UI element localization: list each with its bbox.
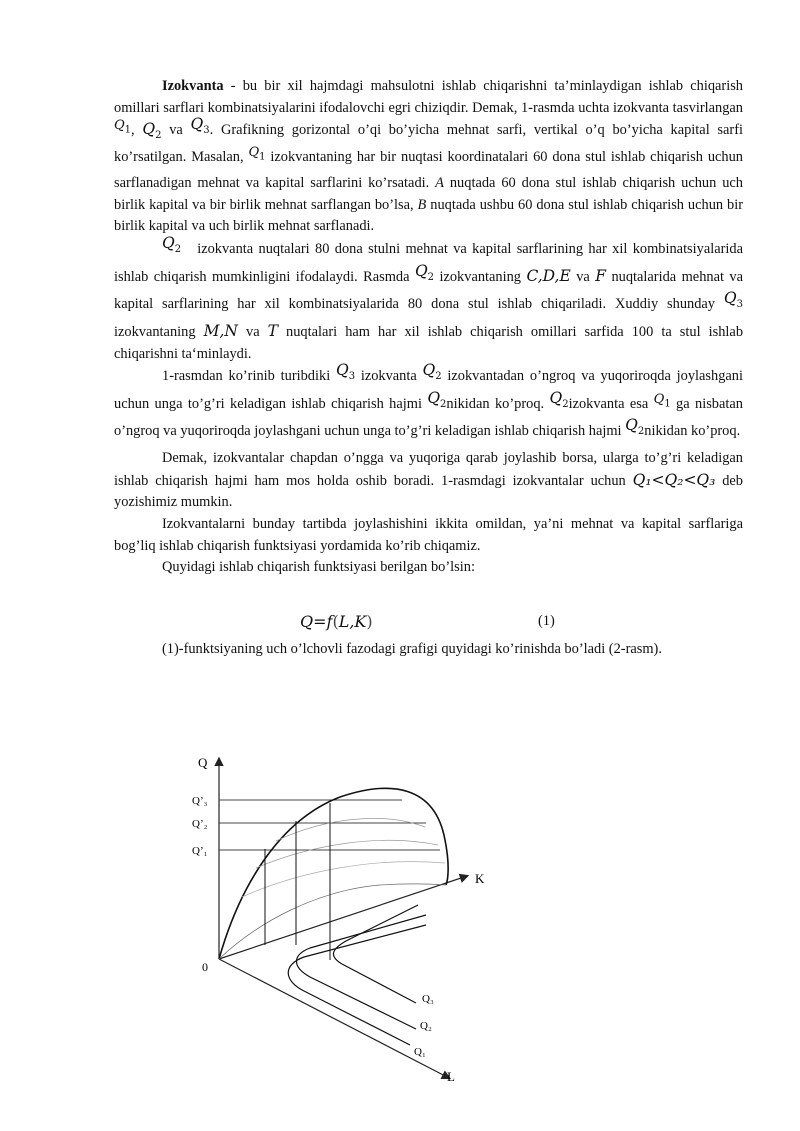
paragraph-comparison: 1-rasmdan ko’rinib turibdiki $Q_3$ izokvanta $Q_2$ izokvantadan o’ngroq va yuqoriroqda joylashgani uchun unga to’g’ri keladigan ishlab chiqarish hajmi $Q_2nikidan$ ko’proq. $Q_2izokvanta$ esa $Q_1$ ga nisbatan o’ngroq va yuqoriroqda joylashgani uchun unga to’g’ri keladigan ishlab chiqarish hajmi $Q_2nikidan$ ko’proq. — [114, 361, 743, 440]
l-axis — [219, 959, 449, 1078]
paragraph-function-intro: Quyidagi ishlab chiqarish funktsiyasi berilgan bo’lsin: — [162, 559, 475, 576]
math-q2: $Q_2$ — [162, 233, 182, 255]
isoquant-label-q3: Q₃ — [422, 993, 434, 1005]
surface-contour-q1 — [242, 862, 445, 897]
level-label-q1: Q’₁ — [192, 845, 208, 857]
inequality: Q₁<Q₂<Q₃ — [632, 470, 716, 489]
surface-front-edge — [219, 788, 448, 959]
math-q2: $Q_2$ — [422, 361, 442, 383]
point-b: B — [417, 196, 427, 213]
surface-contour-q2 — [256, 840, 438, 868]
points-cde: C,D,E — [526, 266, 571, 285]
equation-number: (1) — [538, 612, 555, 629]
point-a: A — [435, 175, 444, 192]
math-q3: $Q_3$ — [190, 115, 210, 137]
level-label-q2: Q’₂ — [192, 818, 208, 830]
isoquant-q2 — [297, 915, 427, 1029]
isoquant-label-q2: Q₂ — [420, 1020, 432, 1032]
math-q2: $Q_2$ — [549, 388, 569, 410]
isoquant-q1 — [288, 925, 426, 1045]
origin-label: 0 — [202, 960, 208, 974]
math-q1: $Q_1$ — [248, 144, 266, 163]
axis-label-k: K — [475, 871, 485, 886]
math-q3: $Q_3$ — [335, 361, 356, 383]
math-q2: $Q_2$ — [625, 416, 645, 438]
axis-label-q: Q — [198, 755, 208, 770]
paragraph-definition: Izokvanta - bu bir xil hajmdagi mahsulotni ishlab chiqarishni ta’minlaydigan ishlab chiqarish omillari sarflari kombinatsiyalarini ifodalovchi egri chiziqdir. Demak, 1-rasmda uchta izokvanta tasvirlangan $Q_1$, $Q_2$ va $Q_3$. Grafikning gorizontal o’qi bo’yicha mehnat sarfi, vertikal o’q bo’yicha kapital sarfi ko’rsatilgan. Masalan, $Q_1$ izokvantaning har bir nuqtasi koordinatalari 60 dona stul ishlab chiqarish uchun sarflanadigan mehnat va kapital sarflarini ko’rsatadi. A nuqtada 60 dona stul ishlab chiqarish uchun uch birlik kapital va bir birlik mehnat sarflangan bo’lsa, B nuqtada ushbu 60 dona stul ishlab chiqarish uchun bir birlik kapital va uch birlik mehnat sarflanadi. — [114, 78, 744, 235]
math-q2: $Q_2$ — [427, 388, 447, 410]
isoquant-label-q1: Q₁ — [414, 1046, 426, 1058]
math-q1: $Q_1$ — [114, 118, 132, 136]
points-mn: M,N — [203, 321, 238, 340]
isoquant-q3 — [333, 905, 418, 1003]
term-izokvanta: Izokvanta — [162, 78, 224, 94]
axis-label-l: L — [447, 1069, 455, 1084]
point-t: T — [267, 321, 278, 340]
production-surface-figure — [170, 745, 500, 1095]
math-q2: $Q_2$ — [142, 120, 162, 142]
paragraph-q2: $Q_2$ izokvanta nuqtalari 80 dona stulni mehnat va kapital sarflarining har xil kombinatsiyalarida ishlab chiqarish mumkinligini ifodalaydi. Rasmda $Q_2$ izokvantaning C,D,E va F nuqtalarida mehnat va kapital sarflarining har xil kombinatsiyalarida 80 dona stul ishlab chiqariladi. Xuddiy shunday $Q_3$ izokvantaning M,N va T nuqtalari ham har xil ishlab chiqarish omillari sarfida 100 ta stul ishlab chiqarishni ta‘minlaydi. — [114, 233, 744, 362]
formula-row — [114, 605, 743, 639]
math-q3: $Q_3$ — [723, 289, 743, 311]
paragraph-factors: Izokvantalarni bunday tartibda joylashishini ikkita omildan, ya’ni mehnat va kapital sarflariga bog’liq ishlab chiqarish funktsiyasi yordamida ko’rib chiqamiz. — [114, 515, 743, 554]
surface-diagram — [170, 745, 500, 1095]
level-label-q3: Q’₃ — [192, 795, 208, 807]
document-body — [114, 76, 743, 660]
production-function: Q=f(L,K) — [300, 611, 373, 631]
math-q2: $Q_2$ — [414, 261, 435, 283]
paragraph-graph-intro: (1)-funktsiyaning uch o’lchovli fazodagi grafigi quyidagi ko’rinishda bo’ladi (2-rasm). — [162, 640, 662, 657]
point-f: F — [595, 266, 607, 285]
math-q1: $Q_1$ — [653, 391, 671, 410]
paragraph-conclusion: Demak, izokvantalar chapdan o’ngga va yuqoriga qarab joylashib borsa, ularga to’g’ri keladigan ishlab chiqarish hajmi ham mos holda oshib boradi. 1-rasmdagi izokvantalar uchun Q₁<Q₂<Q₃ deb yozishimiz mumkin. — [114, 450, 743, 511]
